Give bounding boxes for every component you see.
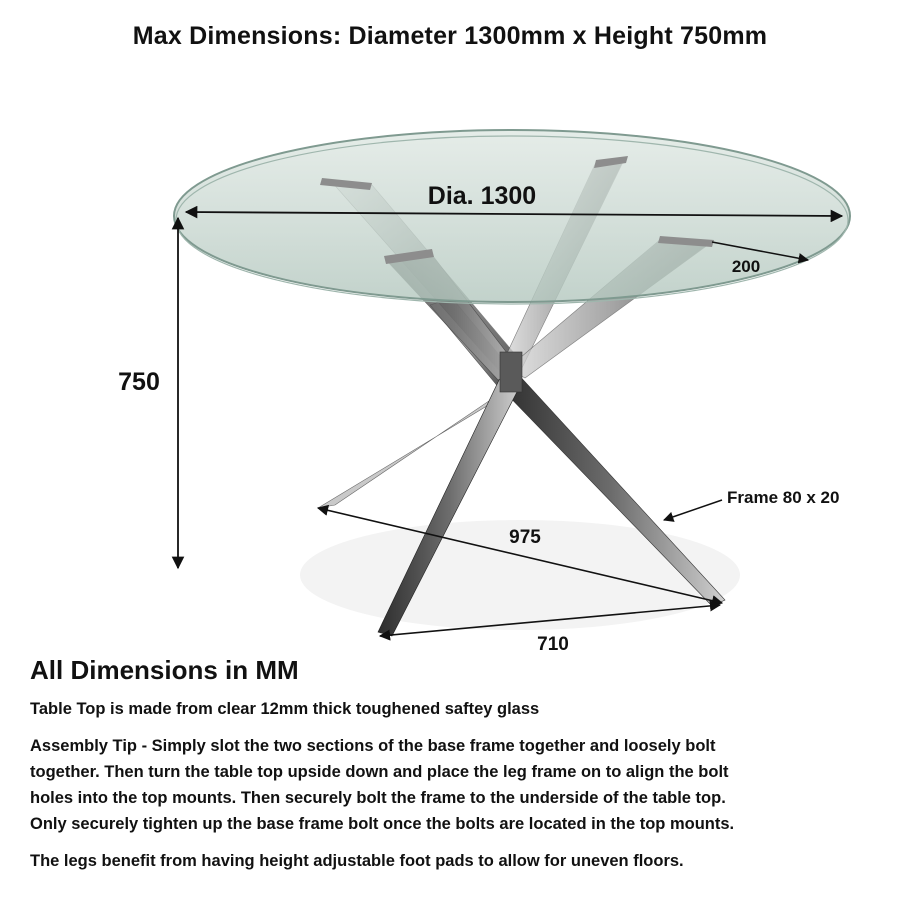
page-title: Max Dimensions: Diameter 1300mm x Height 750mm [132, 22, 768, 50]
assembly-tip [30, 733, 880, 837]
frame-callout-line [664, 500, 722, 520]
legs-note: The legs benefit from having height adjustable foot pads to allow for uneven floors. [30, 852, 684, 870]
centre-joint [500, 352, 522, 392]
diameter-label: Dia. 1300 [427, 182, 537, 210]
notes-section [30, 655, 880, 885]
base-side-label: 710 [537, 634, 569, 655]
base-diagonal-label: 975 [509, 527, 541, 548]
assembly-line: Assembly Tip - Simply slot the two sections of the base frame together and loosely bolt [30, 737, 716, 755]
assembly-line: Only securely tighten up the base frame bolt once the bolts are located in the top mounts. [30, 815, 735, 833]
glass-top [174, 130, 850, 304]
assembly-line: together. Then turn the table top upside down and place the leg frame on to align the bolt [30, 763, 729, 781]
frame-label: Frame 80 x 20 [727, 488, 840, 507]
mount-width-label: 200 [731, 257, 761, 276]
assembly-line: holes into the top mounts. Then securely bolt the frame to the underside of the table top. [30, 789, 726, 807]
notes-heading: All Dimensions in MM [30, 655, 299, 685]
height-label: 750 [118, 368, 160, 396]
glass-note: Table Top is made from clear 12mm thick toughened saftey glass [30, 700, 540, 718]
